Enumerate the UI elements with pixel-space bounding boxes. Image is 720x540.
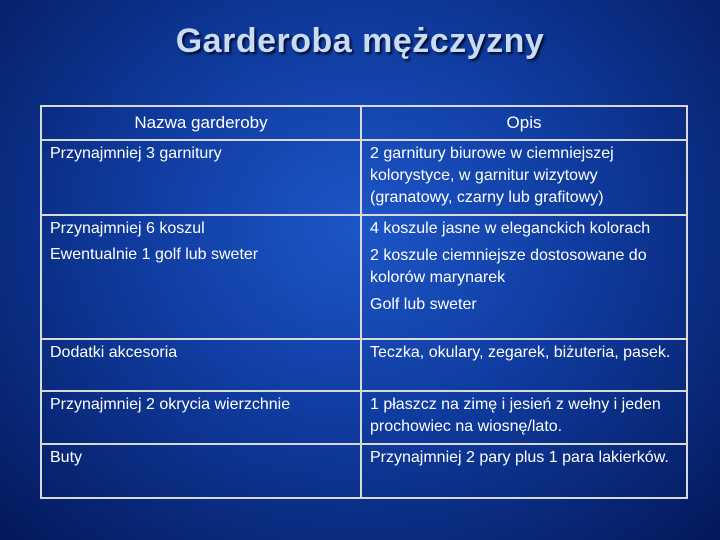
header-description: Opis: [361, 106, 687, 140]
cell-text: Przynajmniej 2 pary plus 1 para lakierków.: [370, 449, 669, 466]
cell-text: Ewentualnie 1 golf lub sweter: [50, 246, 259, 263]
table-row: [41, 444, 687, 498]
cell-text: 2 koszule ciemniejsze dostosowane do kolorów marynarek: [370, 247, 647, 286]
row-name-cell: [41, 215, 361, 339]
table-header-row: [41, 106, 687, 140]
cell-text: Dodatki akcesoria: [50, 344, 178, 361]
row-name-cell: [41, 140, 361, 215]
cell-text: Golf lub sweter: [370, 296, 477, 313]
cell-text: Teczka, okulary, zegarek, biżuteria, pasek.: [370, 344, 671, 361]
header-name: Nazwa garderoby: [41, 106, 361, 140]
cell-text: Przynajmniej 3 garnitury: [50, 145, 222, 162]
row-desc-cell: [361, 391, 687, 444]
table-row: [41, 339, 687, 391]
cell-text: 2 garnitury biurowe w ciemniejszej kolorystyce, w garnitur wizytowy (granatowy, czarny lub grafitowy): [370, 145, 614, 206]
cell-text: Przynajmniej 2 okrycia wierzchnie: [50, 396, 291, 413]
table-row: [41, 215, 687, 339]
row-desc-cell: [361, 444, 687, 498]
slide-title: Garderoba mężczyzny: [175, 22, 545, 60]
row-desc-cell: [361, 140, 687, 215]
row-desc-cell: [361, 215, 687, 339]
cell-text: Przynajmniej 6 koszul: [50, 220, 205, 237]
row-name-cell: [41, 339, 361, 391]
table-row: [41, 391, 687, 444]
table-row: [41, 140, 687, 215]
row-desc-cell: [361, 339, 687, 391]
row-name-cell: [41, 391, 361, 444]
cell-text: 1 płaszcz na zimę i jesień z wełny i jeden prochowiec na wiosnę/lato.: [370, 396, 661, 435]
wardrobe-table: [40, 105, 688, 499]
cell-text: Buty: [50, 449, 83, 466]
cell-text: 4 koszule jasne w eleganckich kolorach: [370, 220, 651, 237]
row-name-cell: [41, 444, 361, 498]
